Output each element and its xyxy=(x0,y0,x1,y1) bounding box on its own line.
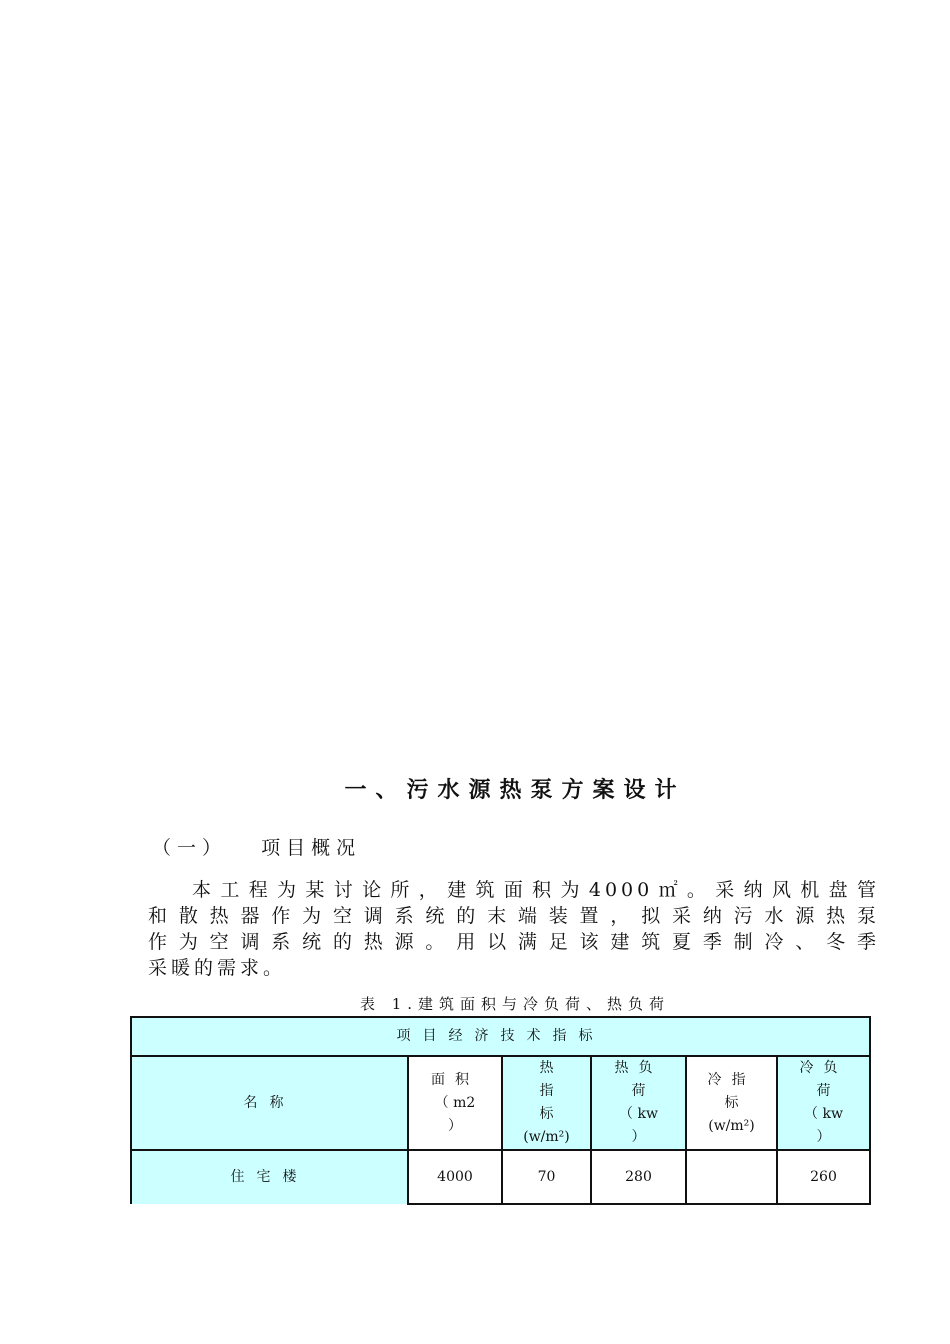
table-caption: 表 1.建筑面积与冷负荷、热负荷 xyxy=(359,995,671,1013)
paragraph-line: 本工程为某讨论所，建筑面积为4000㎡。采纳风机盘管 xyxy=(192,879,880,901)
paragraph-line: 和散热器作为空调系统的末端装置，拟采纳污水源热泵 xyxy=(148,905,880,927)
cell-cool-load: 260 xyxy=(777,1150,870,1204)
cell-name: 住宅楼 xyxy=(131,1150,408,1204)
table-header-row xyxy=(131,1056,870,1150)
document-title: 一、污水源热泵方案设计 xyxy=(344,778,686,803)
section-title: 项目概况 xyxy=(261,837,362,859)
paragraph-line: 采暖的需求。 xyxy=(148,957,287,979)
cell-area: 4000 xyxy=(408,1150,502,1204)
table-group-header-row xyxy=(131,1017,870,1056)
header-name: 名称 xyxy=(131,1056,408,1150)
header-area: 面积 （ m2 ） xyxy=(408,1056,502,1150)
cell-heat-index: 70 xyxy=(502,1150,591,1204)
paragraph-line: 作为空调系统的热源。用以满足该建筑夏季制冷、冬季 xyxy=(148,931,880,953)
header-heat-index: 热 指 标 (w/m²) xyxy=(502,1056,591,1150)
table-group-header: 项目经济技术指标 xyxy=(131,1017,870,1056)
header-cool-load: 冷负 荷 （ kw ） xyxy=(777,1056,870,1150)
cell-cool-index xyxy=(686,1150,777,1204)
cell-heat-load: 280 xyxy=(591,1150,686,1204)
section-heading xyxy=(152,833,361,860)
intro-paragraph xyxy=(148,877,880,981)
table-row xyxy=(131,1150,870,1204)
section-number: （一） xyxy=(152,837,228,859)
data-table xyxy=(130,1016,871,1205)
header-heat-load: 热负 荷 （ kw ） xyxy=(591,1056,686,1150)
header-cool-index: 冷指 标 (w/m²) xyxy=(686,1056,777,1150)
